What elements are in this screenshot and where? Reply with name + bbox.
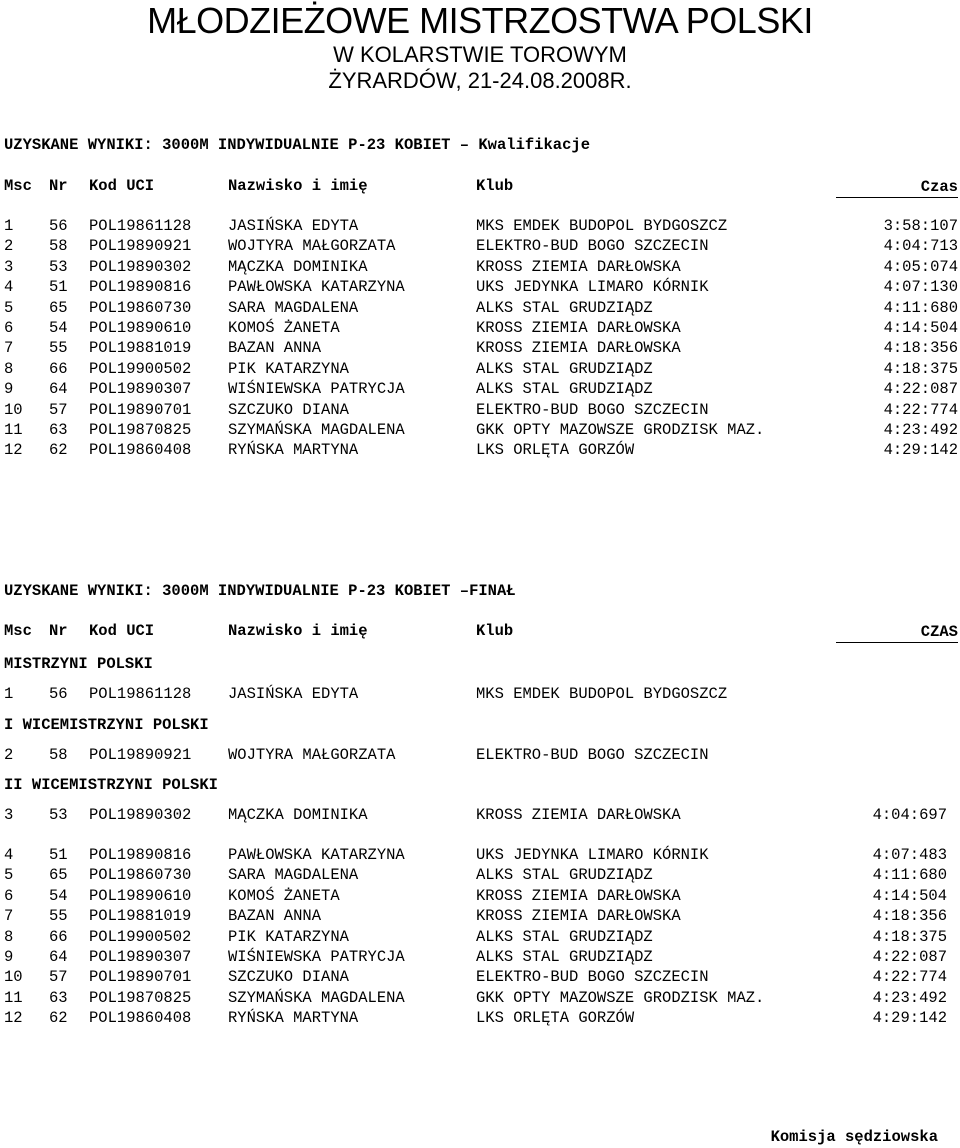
cell-club: LKS ORLĘTA GORZÓW xyxy=(476,441,635,460)
cell-pos: 3 xyxy=(4,257,14,276)
cell-nr: 64 xyxy=(49,380,68,399)
cell-club: LKS ORLĘTA GORZÓW xyxy=(476,1009,635,1028)
cell-pos: 2 xyxy=(4,746,14,764)
cell-nr: 57 xyxy=(49,968,68,987)
col-uci-header: Kod UCI xyxy=(89,177,155,195)
cell-pos: 9 xyxy=(4,948,14,966)
col-club-header: Klub xyxy=(476,177,514,195)
jury-signature: Komisja sędziowska xyxy=(770,1128,938,1146)
cell-pos: 3 xyxy=(4,806,14,824)
result-row xyxy=(0,988,960,1008)
cell-pos: 2 xyxy=(4,237,14,256)
cell-pos: 11 xyxy=(4,421,23,439)
cell-name: BAZAN ANNA xyxy=(228,339,322,358)
cell-club: ELEKTRO-BUD BOGO SZCZECIN xyxy=(476,746,709,764)
cell-uci: POL19861128 xyxy=(89,685,192,703)
cell-uci: POL19881019 xyxy=(89,907,192,926)
cell-club: KROSS ZIEMIA DARŁOWSKA xyxy=(476,319,681,337)
cell-nr: 56 xyxy=(49,685,68,703)
col-club-header: Klub xyxy=(476,622,514,640)
championship-subtitle: W KOLARSTWIE TOROWYM xyxy=(333,42,627,67)
cell-pos: 8 xyxy=(4,359,14,378)
cell-nr: 51 xyxy=(49,846,68,864)
cell-time: 4:04:697 xyxy=(872,806,947,824)
result-row xyxy=(0,318,960,338)
cell-name: RYŃSKA MARTYNA xyxy=(228,1009,359,1028)
cell-time: 4:22:774 xyxy=(883,400,958,419)
result-row xyxy=(0,420,960,440)
cell-nr: 62 xyxy=(49,441,68,460)
cell-time: 4:29:142 xyxy=(883,441,958,460)
result-row xyxy=(0,338,960,358)
cell-uci: POL19890816 xyxy=(89,278,192,297)
cell-time: 4:11:680 xyxy=(883,298,958,317)
cell-uci: POL19870825 xyxy=(89,421,192,439)
final-column-header xyxy=(0,622,960,644)
result-row xyxy=(0,277,960,297)
cell-name: WOJTYRA MAŁGORZATA xyxy=(228,746,396,764)
cell-uci: POL19861128 xyxy=(89,217,192,235)
cell-uci: POL19890701 xyxy=(89,968,192,987)
cell-uci: POL19900502 xyxy=(89,359,192,378)
cell-pos: 1 xyxy=(4,685,14,703)
cell-name: PAWŁOWSKA KATARZYNA xyxy=(228,846,405,864)
result-row xyxy=(0,745,960,765)
cell-time: 4:07:130 xyxy=(883,278,958,297)
cell-nr: 55 xyxy=(49,907,68,926)
col-nr-header: Nr xyxy=(49,622,68,640)
cell-club: MKS EMDEK BUDOPOL BYDGOSZCZ xyxy=(476,685,728,703)
cell-time: 4:11:680 xyxy=(872,866,947,885)
col-name-header: Nazwisko i imię xyxy=(228,622,368,640)
cell-pos: 12 xyxy=(4,441,23,460)
cell-uci: POL19890610 xyxy=(89,886,192,905)
result-row xyxy=(0,216,960,236)
result-row xyxy=(0,906,960,926)
col-name-header: Nazwisko i imię xyxy=(228,177,368,195)
cell-pos: 7 xyxy=(4,339,14,358)
cell-time: 4:18:356 xyxy=(872,907,947,926)
cell-time: 4:14:504 xyxy=(883,319,958,337)
cell-name: PIK KATARZYNA xyxy=(228,359,349,378)
result-row xyxy=(0,967,960,987)
cell-name: SZYMAŃSKA MAGDALENA xyxy=(228,988,405,1007)
result-row xyxy=(0,400,960,420)
cell-uci: POL19860730 xyxy=(89,298,192,317)
cell-name: MĄCZKA DOMINIKA xyxy=(228,806,368,824)
cell-nr: 66 xyxy=(49,359,68,378)
cell-time: 4:04:713 xyxy=(883,237,958,256)
cell-nr: 57 xyxy=(49,400,68,419)
cell-pos: 1 xyxy=(4,217,14,235)
final-title: UZYSKANE WYNIKI: 3000M INDYWIDUALNIE P-23 KOBIET –FINAŁ xyxy=(4,582,516,600)
result-row xyxy=(0,886,960,906)
place-and-date: ŻYRARDÓW, 21-24.08.2008R. xyxy=(328,68,632,93)
cell-time: 4:22:087 xyxy=(883,380,958,399)
cell-nr: 65 xyxy=(49,298,68,317)
cell-pos: 4 xyxy=(4,278,14,297)
result-row xyxy=(0,359,960,379)
col-nr-header: Nr xyxy=(49,177,68,195)
cell-name: SZCZUKO DIANA xyxy=(228,968,349,987)
cell-pos: 7 xyxy=(4,907,14,926)
col-pos-header: Msc xyxy=(4,177,32,195)
cell-time: 4:22:087 xyxy=(872,948,947,966)
cell-name: BAZAN ANNA xyxy=(228,907,322,926)
cell-time: 4:18:375 xyxy=(883,359,958,378)
cell-pos: 9 xyxy=(4,380,14,399)
cell-nr: 58 xyxy=(49,746,68,764)
cell-name: SZCZUKO DIANA xyxy=(228,400,349,419)
col-time-header: CZAS xyxy=(836,622,958,643)
qualification-column-header xyxy=(0,177,960,199)
cell-nr: 58 xyxy=(49,237,68,256)
cell-uci: POL19890701 xyxy=(89,400,192,419)
cell-pos: 6 xyxy=(4,319,14,337)
cell-uci: POL19890921 xyxy=(89,237,192,256)
result-row xyxy=(0,298,960,318)
result-row xyxy=(0,440,960,460)
result-row xyxy=(0,845,960,865)
result-row xyxy=(0,865,960,885)
col-pos-header: Msc xyxy=(4,622,32,640)
cell-name: SARA MAGDALENA xyxy=(228,866,359,885)
cell-name: KOMOŚ ŻANETA xyxy=(228,319,340,337)
cell-time: 4:05:074 xyxy=(883,257,958,276)
cell-time: 4:29:142 xyxy=(872,1009,947,1028)
cell-uci: POL19890307 xyxy=(89,380,192,399)
cell-nr: 53 xyxy=(49,806,68,824)
cell-uci: POL19860730 xyxy=(89,866,192,885)
cell-time: 4:22:774 xyxy=(872,968,947,987)
cell-club: GKK OPTY MAZOWSZE GRODZISK MAZ. xyxy=(476,988,765,1007)
cell-uci: POL19900502 xyxy=(89,927,192,946)
cell-pos: 4 xyxy=(4,846,14,864)
cell-club: KROSS ZIEMIA DARŁOWSKA xyxy=(476,339,681,358)
cell-club: GKK OPTY MAZOWSZE GRODZISK MAZ. xyxy=(476,421,765,439)
cell-club: ALKS STAL GRUDZIĄDZ xyxy=(476,866,653,885)
cell-club: UKS JEDYNKA LIMARO KÓRNIK xyxy=(476,846,709,864)
cell-name: WIŚNIEWSKA PATRYCJA xyxy=(228,948,405,966)
championship-title: MŁODZIEŻOWE MISTRZOSTWA POLSKI xyxy=(147,0,813,41)
cell-time: 4:18:356 xyxy=(883,339,958,358)
cell-nr: 55 xyxy=(49,339,68,358)
cell-club: ALKS STAL GRUDZIĄDZ xyxy=(476,298,653,317)
cell-club: KROSS ZIEMIA DARŁOWSKA xyxy=(476,907,681,926)
cell-name: PIK KATARZYNA xyxy=(228,927,349,946)
cell-uci: POL19890610 xyxy=(89,319,192,337)
cell-pos: 5 xyxy=(4,866,14,885)
result-row xyxy=(0,947,960,967)
cell-name: KOMOŚ ŻANETA xyxy=(228,886,340,905)
cell-nr: 63 xyxy=(49,421,68,439)
cell-nr: 56 xyxy=(49,217,68,235)
cell-uci: POL19860408 xyxy=(89,1009,192,1028)
cell-name: PAWŁOWSKA KATARZYNA xyxy=(228,278,405,297)
col-time-header: Czas xyxy=(836,177,958,198)
cell-pos: 6 xyxy=(4,886,14,905)
result-row xyxy=(0,1008,960,1028)
cell-name: SZYMAŃSKA MAGDALENA xyxy=(228,421,405,439)
cell-nr: 65 xyxy=(49,866,68,885)
cell-nr: 54 xyxy=(49,319,68,337)
cell-name: WIŚNIEWSKA PATRYCJA xyxy=(228,380,405,399)
cell-club: KROSS ZIEMIA DARŁOWSKA xyxy=(476,806,681,824)
cell-nr: 66 xyxy=(49,927,68,946)
cell-uci: POL19890302 xyxy=(89,257,192,276)
cell-time: 4:07:483 xyxy=(872,846,947,864)
result-row xyxy=(0,257,960,277)
medal-label: I WICEMISTRZYNI POLSKI xyxy=(4,716,209,734)
cell-pos: 11 xyxy=(4,988,23,1007)
cell-club: KROSS ZIEMIA DARŁOWSKA xyxy=(476,886,681,905)
result-row xyxy=(0,379,960,399)
cell-club: KROSS ZIEMIA DARŁOWSKA xyxy=(476,257,681,276)
cell-uci: POL19890307 xyxy=(89,948,192,966)
cell-club: ELEKTRO-BUD BOGO SZCZECIN xyxy=(476,400,709,419)
cell-club: ELEKTRO-BUD BOGO SZCZECIN xyxy=(476,237,709,256)
cell-pos: 8 xyxy=(4,927,14,946)
cell-nr: 63 xyxy=(49,988,68,1007)
cell-time: 4:18:375 xyxy=(872,927,947,946)
cell-name: JASIŃSKA EDYTA xyxy=(228,217,359,235)
cell-time: 4:23:492 xyxy=(883,421,958,439)
cell-club: MKS EMDEK BUDOPOL BYDGOSZCZ xyxy=(476,217,728,235)
result-row xyxy=(0,927,960,947)
medal-label: II WICEMISTRZYNI POLSKI xyxy=(4,776,218,794)
cell-pos: 10 xyxy=(4,968,23,987)
cell-uci: POL19870825 xyxy=(89,988,192,1007)
cell-pos: 5 xyxy=(4,298,14,317)
cell-club: ALKS STAL GRUDZIĄDZ xyxy=(476,359,653,378)
cell-name: MĄCZKA DOMINIKA xyxy=(228,257,368,276)
result-row xyxy=(0,236,960,256)
result-row xyxy=(0,805,960,825)
cell-nr: 64 xyxy=(49,948,68,966)
qualification-title: UZYSKANE WYNIKI: 3000M INDYWIDUALNIE P-23 KOBIET – Kwalifikacje xyxy=(4,136,590,154)
cell-name: JASIŃSKA EDYTA xyxy=(228,685,359,703)
cell-club: ALKS STAL GRUDZIĄDZ xyxy=(476,948,653,966)
cell-nr: 54 xyxy=(49,886,68,905)
cell-nr: 62 xyxy=(49,1009,68,1028)
cell-pos: 10 xyxy=(4,400,23,419)
result-row xyxy=(0,684,960,704)
cell-time: 3:58:107 xyxy=(883,217,958,235)
cell-club: UKS JEDYNKA LIMARO KÓRNIK xyxy=(476,278,709,297)
cell-uci: POL19890302 xyxy=(89,806,192,824)
cell-club: ALKS STAL GRUDZIĄDZ xyxy=(476,380,653,399)
cell-pos: 12 xyxy=(4,1009,23,1028)
cell-name: SARA MAGDALENA xyxy=(228,298,359,317)
cell-nr: 53 xyxy=(49,257,68,276)
cell-uci: POL19890921 xyxy=(89,746,192,764)
cell-name: RYŃSKA MARTYNA xyxy=(228,441,359,460)
cell-club: ELEKTRO-BUD BOGO SZCZECIN xyxy=(476,968,709,987)
col-uci-header: Kod UCI xyxy=(89,622,155,640)
cell-uci: POL19860408 xyxy=(89,441,192,460)
medal-label: MISTRZYNI POLSKI xyxy=(4,655,153,673)
cell-name: WOJTYRA MAŁGORZATA xyxy=(228,237,396,256)
cell-time: 4:14:504 xyxy=(872,886,947,905)
cell-nr: 51 xyxy=(49,278,68,297)
cell-club: ALKS STAL GRUDZIĄDZ xyxy=(476,927,653,946)
cell-uci: POL19881019 xyxy=(89,339,192,358)
cell-time: 4:23:492 xyxy=(872,988,947,1007)
cell-uci: POL19890816 xyxy=(89,846,192,864)
